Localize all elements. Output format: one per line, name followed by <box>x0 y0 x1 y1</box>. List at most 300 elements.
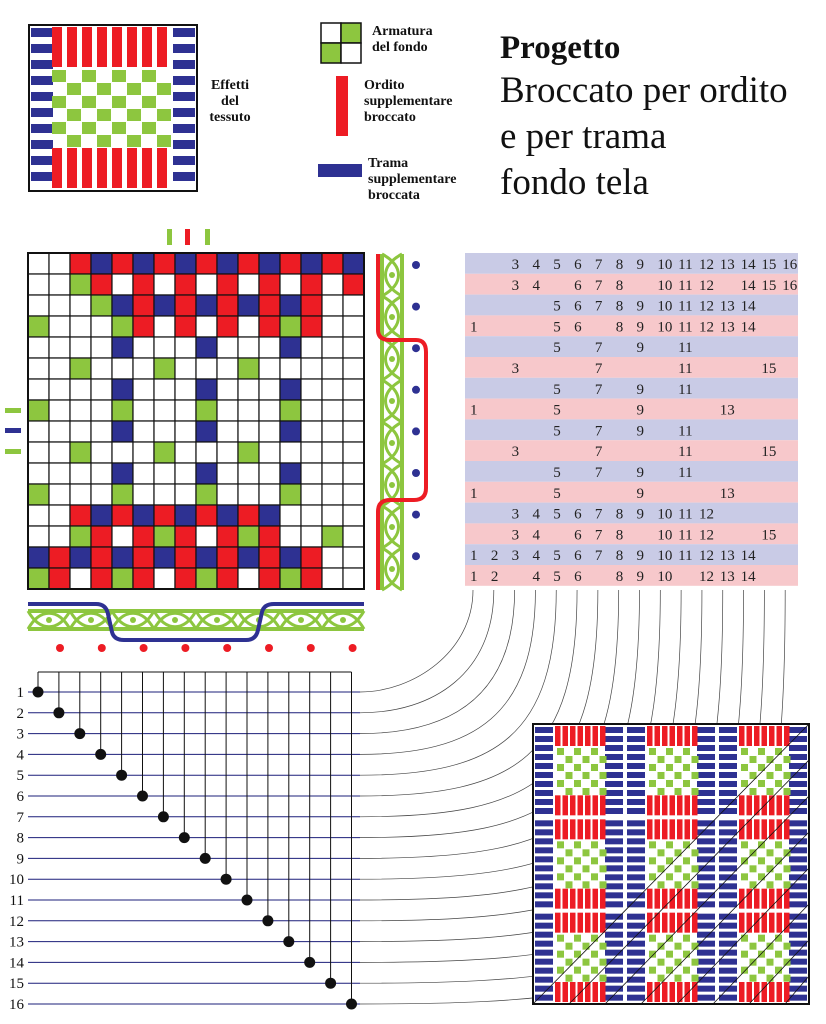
fabric-sim-weft <box>719 901 737 907</box>
title-line-3: fondo tela <box>500 162 649 203</box>
lift-plan-number: 4 <box>532 277 540 294</box>
lift-plan-number: 4 <box>532 548 540 565</box>
drawdown-cell <box>112 547 133 568</box>
section-v-blue-dot <box>412 261 420 269</box>
fabric-sim-weft <box>627 932 645 938</box>
drawdown-cell <box>112 505 133 526</box>
fabric-sim-weft <box>789 865 807 871</box>
drawdown-cell <box>322 526 343 547</box>
fabric-sim-ground <box>658 881 665 888</box>
fabric-sim-ground <box>775 764 782 771</box>
drawdown-cell <box>259 274 280 295</box>
fabric-sim-weft <box>697 856 715 862</box>
drawdown-cell <box>238 295 259 316</box>
fabric-sim-ground <box>692 975 699 982</box>
drawdown-cell <box>175 568 196 589</box>
fabric-sim-weft <box>697 745 715 751</box>
drawdown-cell <box>175 400 196 421</box>
lift-plan-number: 11 <box>678 298 693 315</box>
lift-plan-number: 9 <box>636 257 644 273</box>
fabric-sim-weft <box>719 941 737 947</box>
drawdown-cell <box>280 505 301 526</box>
fabric-sim-ground <box>591 764 598 771</box>
drawdown-cell <box>70 253 91 274</box>
fabric-sim-weft <box>789 754 807 760</box>
drawdown-cell <box>154 505 175 526</box>
treadle-row-label: 16 <box>9 997 24 1013</box>
fabric-sim-ground <box>675 865 682 872</box>
fabric-sim-weft <box>627 959 645 965</box>
drawdown-cell <box>91 316 112 337</box>
fabric-sim-warp <box>692 982 698 1002</box>
fabric-sim-ground <box>775 951 782 958</box>
drawdown-cell <box>217 484 238 505</box>
lift-plan-number: 4 <box>532 569 540 585</box>
fabric-sim-warp <box>692 889 698 909</box>
drawdown-cell <box>259 253 280 274</box>
fabric-sim-weft <box>719 820 737 826</box>
drawdown-cell <box>28 463 49 484</box>
fabric-sim-ground <box>784 881 791 888</box>
lift-plan-number: 6 <box>574 298 582 315</box>
fabric-sim-weft <box>627 808 645 814</box>
fabric-sim-weft <box>605 808 623 814</box>
drawdown-cell <box>112 358 133 379</box>
drawdown-cell <box>112 400 133 421</box>
drawdown-cell <box>238 526 259 547</box>
fabric-sim-warp <box>600 795 606 815</box>
fabric-sim-ground <box>767 788 774 795</box>
lift-plan-number: 11 <box>678 423 693 440</box>
drawdown-cell <box>259 316 280 337</box>
fabric-sim-ground <box>557 873 564 880</box>
fabric-sim-ground <box>758 857 765 864</box>
drawdown-cell <box>280 526 301 547</box>
fabric-sim-warp <box>593 726 599 746</box>
fabric-sim-warp <box>600 982 606 1002</box>
lift-plan-number: 14 <box>740 569 756 585</box>
drawdown-cell <box>112 568 133 589</box>
lift-plan-number: 15 <box>761 257 777 273</box>
fabric-sim-ground <box>767 772 774 779</box>
section-h-dot <box>46 617 52 623</box>
drawdown-cell <box>238 442 259 463</box>
drawdown-cell <box>133 421 154 442</box>
drawdown-cell <box>91 547 112 568</box>
drawdown-cell <box>343 400 364 421</box>
fabric-sim-ground <box>591 951 598 958</box>
fabric-sim-weft <box>605 959 623 965</box>
drawdown-cell <box>259 337 280 358</box>
fabric-sim-ground <box>574 841 581 848</box>
drawdown-cell <box>301 400 322 421</box>
drawdown-cell <box>238 568 259 589</box>
treadle-row-label: 8 <box>16 830 24 847</box>
drawdown-cell <box>343 316 364 337</box>
fabric-sim-weft <box>535 799 553 805</box>
fabric-sim-ground <box>658 849 665 856</box>
lift-plan-number: 5 <box>553 381 561 398</box>
fabric-sim-weft <box>697 950 715 956</box>
fabric-sim-warp <box>647 795 653 815</box>
fabric-sim-weft <box>605 820 623 826</box>
fabric-sim-ground <box>591 873 598 880</box>
fabric-sim-weft <box>697 883 715 889</box>
drawdown-cell <box>91 526 112 547</box>
fabric-sim-warp <box>670 982 676 1002</box>
treadle-row-label: 3 <box>16 726 24 743</box>
fabric-sim-warp <box>655 726 661 746</box>
fabric-sim-ground <box>784 943 791 950</box>
fabric-sim-weft <box>605 856 623 862</box>
fabric-sim-ground <box>574 967 581 974</box>
drawdown-cell <box>259 295 280 316</box>
drawdown-cell <box>112 526 133 547</box>
drawdown-cell <box>28 316 49 337</box>
section-v-dot <box>389 398 395 404</box>
fabric-sim-weft <box>605 727 623 733</box>
lift-plan-number: 7 <box>594 506 603 523</box>
drawdown-cell <box>133 463 154 484</box>
fabric-sim-weft <box>605 781 623 787</box>
drawdown-cell <box>70 421 91 442</box>
drawdown-cell <box>154 337 175 358</box>
fabric-sim-weft <box>605 968 623 974</box>
drawdown-cell <box>280 400 301 421</box>
fabric-sim-ground <box>649 951 656 958</box>
drawdown-cell <box>238 316 259 337</box>
fabric-sim-warp <box>777 795 783 815</box>
treadle-dot <box>137 791 148 802</box>
drawdown-cell <box>238 463 259 484</box>
fabric-sim-weft <box>697 865 715 871</box>
drawdown-cell <box>91 463 112 484</box>
fabric-sim-weft <box>627 781 645 787</box>
drawdown-cell <box>238 400 259 421</box>
drawdown-cell <box>280 379 301 400</box>
lift-plan-number: 5 <box>553 485 561 502</box>
fabric-sim-ground <box>741 780 748 787</box>
fabric-sim-warp <box>593 795 599 815</box>
drawdown-cell <box>196 274 217 295</box>
drawdown-cell <box>154 442 175 463</box>
fabric-sim-weft <box>535 838 553 844</box>
fabric-sim-ground <box>758 951 765 958</box>
fabric-sim-ground <box>767 975 774 982</box>
fabric-sim-warp <box>647 819 653 839</box>
lift-plan-number: 14 <box>740 319 756 336</box>
drawdown-cell <box>259 568 280 589</box>
drawdown-cell <box>91 274 112 295</box>
treadle-row-label: 13 <box>9 934 24 951</box>
fabric-sim-ground <box>758 935 765 942</box>
section-h-red-dot <box>181 644 189 652</box>
fabric-sim-ground <box>574 748 581 755</box>
fabric-sim-warp <box>578 819 584 839</box>
fabric-sim-warp <box>692 795 698 815</box>
fabric-sim-weft <box>627 977 645 983</box>
fabric-sim-weft <box>697 892 715 898</box>
fabric-sim-weft <box>535 820 553 826</box>
legend-warp-line-2: supplementare <box>364 94 453 109</box>
drawdown-cell <box>91 358 112 379</box>
fabric-sim-ground <box>692 959 699 966</box>
lift-plan-number: 7 <box>594 277 603 294</box>
fabric-sim-ground <box>741 951 748 958</box>
fabric-sim-weft <box>535 959 553 965</box>
lift-plan-number: 14 <box>740 548 756 565</box>
fabric-sim-warp <box>777 726 783 746</box>
fabric-sim-ground <box>600 756 607 763</box>
fabric-sim-weft <box>535 874 553 880</box>
drawdown-cell <box>91 505 112 526</box>
drawdown-cell <box>154 463 175 484</box>
lift-plan-number: 6 <box>574 506 582 523</box>
drawdown-cell <box>133 274 154 295</box>
lift-plan-number: 13 <box>719 569 735 585</box>
fabric-sim-ground <box>649 764 656 771</box>
fabric-sim-ground <box>666 841 673 848</box>
lift-plan-number: 9 <box>636 548 644 565</box>
fabric-sim-ground <box>741 857 748 864</box>
fabric-sim-warp <box>747 795 753 815</box>
fabric-sim-warp <box>784 889 790 909</box>
drawdown-cell <box>154 253 175 274</box>
drawdown-cell <box>217 505 238 526</box>
treadle-dot <box>95 749 106 760</box>
legend-warp-line-3: broccato <box>364 110 416 125</box>
drawdown-cell <box>70 400 91 421</box>
treadle-dot <box>33 687 44 698</box>
drawdown-cell <box>70 547 91 568</box>
warp-marker-1 <box>167 229 172 245</box>
fabric-sim-weft <box>789 727 807 733</box>
drawdown-cell <box>49 421 70 442</box>
drawdown-cell <box>70 526 91 547</box>
fabric-sim-warp <box>563 819 569 839</box>
lift-plan-number: 10 <box>657 257 673 273</box>
lift-plan-number: 5 <box>553 569 561 585</box>
fabric-sim-weft <box>697 799 715 805</box>
lift-plan-row <box>465 399 798 420</box>
fabric-sim-ground <box>683 841 690 848</box>
drawdown-cell <box>49 484 70 505</box>
fabric-sim-warp <box>555 726 561 746</box>
drawdown-cell <box>133 358 154 379</box>
drawdown-cell <box>322 358 343 379</box>
drawdown-cell <box>343 568 364 589</box>
fabric-sim-weft <box>627 838 645 844</box>
drawdown-cell <box>49 295 70 316</box>
lift-plan-number: 12 <box>698 277 714 294</box>
drawdown-cell <box>259 358 280 379</box>
fabric-sim-weft <box>535 865 553 871</box>
drawdown-cell <box>259 505 280 526</box>
fabric-sim-weft <box>789 914 807 920</box>
drawdown-cell <box>49 547 70 568</box>
fabric-sim-ground <box>557 857 564 864</box>
lift-plan-number: 11 <box>678 527 693 544</box>
fabric-sim-weft <box>627 772 645 778</box>
fabric-sim-ground <box>557 841 564 848</box>
fabric-sim-weft <box>719 968 737 974</box>
fabric-sim-weft <box>719 736 737 742</box>
drawdown-cell <box>175 505 196 526</box>
fabric-sim-ground <box>784 865 791 872</box>
drawdown-cell <box>112 337 133 358</box>
treadle-dot <box>262 915 273 926</box>
fabric-sim-weft <box>605 799 623 805</box>
weft-marker-2 <box>5 428 21 433</box>
fabric-sim-warp <box>655 819 661 839</box>
lift-plan-number: 6 <box>574 257 582 273</box>
fabric-sim-warp <box>670 819 676 839</box>
fabric-sim-ground <box>758 967 765 974</box>
drawdown-cell <box>196 358 217 379</box>
drawdown-cell <box>259 463 280 484</box>
fabric-sim-ground <box>675 959 682 966</box>
lift-plan-number: 7 <box>594 444 603 461</box>
fabric-sim-weft <box>789 820 807 826</box>
fabric-sim-ground <box>741 967 748 974</box>
drawdown-cell <box>70 463 91 484</box>
lift-plan-number: 10 <box>657 277 673 294</box>
fabric-sim-weft <box>719 727 737 733</box>
drawdown-cell <box>175 295 196 316</box>
lift-plan-number: 15 <box>761 527 777 544</box>
drawdown-cell <box>280 421 301 442</box>
fabric-sim-ground <box>600 881 607 888</box>
lift-plan-number: 7 <box>594 548 603 565</box>
drawdown-cell <box>112 463 133 484</box>
drawdown-cell <box>28 505 49 526</box>
fabric-sim-warp <box>647 889 653 909</box>
drawdown-cell <box>175 379 196 400</box>
fabric-sim-warp <box>747 726 753 746</box>
lift-plan-row <box>465 419 798 440</box>
drawdown-cell <box>133 547 154 568</box>
drawdown-cell <box>91 484 112 505</box>
fabric-sim-ground <box>574 857 581 864</box>
fabric-sim-weft <box>719 763 737 769</box>
drawdown-cell <box>49 358 70 379</box>
fabric-sim-weft <box>535 923 553 929</box>
drawdown-cell <box>154 484 175 505</box>
fabric-sim-ground <box>675 881 682 888</box>
fabric-sim-weft <box>627 763 645 769</box>
drawdown-cell <box>91 400 112 421</box>
drawdown-cell <box>70 295 91 316</box>
fabric-sim-warp <box>662 819 668 839</box>
fabric-sim-warp <box>563 726 569 746</box>
fabric-sim-weft <box>535 763 553 769</box>
fabric-sim-ground <box>666 764 673 771</box>
fabric-sim-warp <box>685 726 691 746</box>
fabric-sim-ground <box>666 780 673 787</box>
drawdown-cell <box>301 337 322 358</box>
fabric-sim-weft <box>605 932 623 938</box>
drawdown-cell <box>217 358 238 379</box>
fabric-sim-warp <box>692 726 698 746</box>
drawdown-cell <box>217 274 238 295</box>
fabric-sim-ground <box>683 748 690 755</box>
fabric-sim-weft <box>789 923 807 929</box>
lift-plan-number: 12 <box>698 506 714 523</box>
lift-plan-number: 11 <box>678 257 693 273</box>
fabric-sim-weft <box>719 790 737 796</box>
drawdown-cell <box>259 400 280 421</box>
fabric-sim-warp <box>692 913 698 933</box>
drawdown-cell <box>196 421 217 442</box>
fabric-sim-warp <box>593 819 599 839</box>
fabric-sim-weft <box>697 847 715 853</box>
drawdown-cell <box>175 526 196 547</box>
drawdown-cell <box>196 463 217 484</box>
fabric-sim-ground <box>767 943 774 950</box>
drawdown-cell <box>238 505 259 526</box>
lift-plan-number: 13 <box>719 257 735 273</box>
fabric-sim-weft <box>789 959 807 965</box>
fabric-sim-ground <box>583 881 590 888</box>
fabric-sim-weft <box>535 901 553 907</box>
lift-plan-number: 15 <box>761 444 777 461</box>
fabric-sim-warp <box>777 819 783 839</box>
drawdown-cell <box>217 526 238 547</box>
fabric-sim-weft <box>697 736 715 742</box>
lift-plan-number: 11 <box>678 277 693 294</box>
lift-plan-number: 7 <box>594 340 603 357</box>
drawdown-cell <box>217 421 238 442</box>
drawdown-cell <box>343 526 364 547</box>
lift-plan-number: 9 <box>636 423 644 440</box>
fabric-sim-warp <box>685 889 691 909</box>
drawdown-cell <box>301 568 322 589</box>
section-v-blue-dot <box>412 552 420 560</box>
drawdown-cell <box>154 568 175 589</box>
drawdown-cell <box>301 379 322 400</box>
lift-plan-number: 8 <box>615 569 624 585</box>
lift-plan-number: 16 <box>782 257 798 273</box>
fabric-sim-warp <box>655 795 661 815</box>
fabric-sim-weft <box>697 986 715 992</box>
fabric-sim-weft <box>627 865 645 871</box>
fabric-sim-weft <box>535 727 553 733</box>
drawdown-cell <box>28 295 49 316</box>
lift-plan-number: 5 <box>553 423 561 440</box>
fabric-sim-ground <box>566 881 573 888</box>
fabric-sim-weft <box>535 808 553 814</box>
drawdown-cell <box>70 484 91 505</box>
lift-plan-number: 11 <box>678 381 693 398</box>
fabric-sim-ground <box>784 788 791 795</box>
fabric-sim-weft <box>605 901 623 907</box>
fabric-sim-warp <box>739 726 745 746</box>
fabric-sim-ground <box>683 873 690 880</box>
weft-marker-3 <box>5 449 21 454</box>
treadle-dot <box>346 999 357 1010</box>
drawdown-cell <box>259 442 280 463</box>
drawdown-cell <box>154 295 175 316</box>
fabric-sim-weft <box>697 772 715 778</box>
drawdown-cell <box>238 274 259 295</box>
fabric-sim-warp <box>578 913 584 933</box>
fabric-sim-ground <box>683 967 690 974</box>
lift-plan-number: 9 <box>636 465 644 481</box>
fabric-sim-ground <box>750 975 757 982</box>
fabric-sim-warp <box>570 889 576 909</box>
lift-plan-number: 6 <box>574 569 582 585</box>
fabric-sim-weft <box>627 727 645 733</box>
